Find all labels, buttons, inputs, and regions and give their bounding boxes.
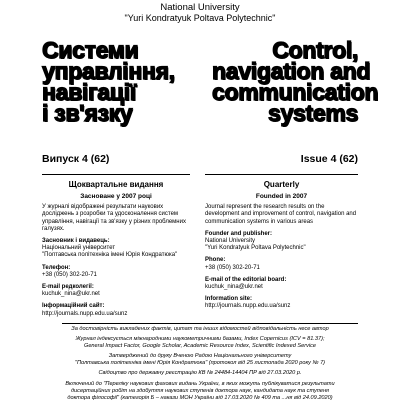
phone-value: +38 (050) 302-20-71 <box>42 271 97 278</box>
founder-line: "Полтавська політехніка імені Юрія Кондратюка" <box>42 252 178 259</box>
university-name: National University <box>160 2 240 13</box>
email-label: E-mail редколегії: <box>42 284 94 291</box>
site-label: Інформаційний сайт: <box>42 303 105 310</box>
title-uk-line: Системи <box>42 37 139 63</box>
periodicity-label: Щоквартальне видання <box>68 180 164 189</box>
founder-line: "Yuri Kondratyuk Poltava Polytechnic" <box>205 245 306 252</box>
issue-number-en: Issue 4 (62) <box>300 153 358 165</box>
title-en-line: systems <box>268 100 358 126</box>
info-column-english <box>205 180 358 311</box>
title-uk-line: управління, <box>42 58 175 84</box>
footer-disclaimer <box>42 326 358 333</box>
founded-label: Founded in 2007 <box>255 193 308 200</box>
list-line: доктора філософії" (категорія Б – накази МОН України від 17.03.2020 № 409 та ...ня від 24.09.2020) <box>67 394 333 401</box>
founded-label: Засноване у 2007 році <box>80 193 152 200</box>
founder-label: Засновник і видавець: <box>42 238 110 245</box>
disclaimer-text: За достовірність викладених фактів, цитат та інших відомостей відповідальність несе автор <box>71 326 329 332</box>
info-column-ukrainian <box>42 180 190 318</box>
journal-description: У журналі відображені результати наукових досліджень з розробки та удосконалення систем управління, навігації та зв'язку у різних проблемних галузях. <box>42 204 186 232</box>
footer-divider <box>62 323 358 324</box>
footer-registration <box>42 370 358 377</box>
title-en-line: navigation and <box>212 58 371 84</box>
phone-label: Phone: <box>205 257 226 264</box>
founder-label: Founder and publisher: <box>205 230 272 237</box>
title-uk-line: і зв'язку <box>42 100 133 126</box>
registration-text: Свідоцтво про державну реєстрацію КВ № 24484-14404 ПР від 27.03.2020 р. <box>98 370 302 376</box>
founder-line: National University <box>205 238 256 245</box>
phone-value: +38 (050) 302-20-71 <box>205 264 260 271</box>
title-uk-line: навігації <box>42 79 136 105</box>
site-label: Information site: <box>205 296 253 303</box>
footer-list-inclusion <box>42 381 358 401</box>
periodicity-label: Quarterly <box>263 180 300 189</box>
founder-line: Національний університет <box>42 245 116 252</box>
university-full-name: "Yuri Kondratyuk Poltava Polytechnic" <box>124 13 276 23</box>
column-divider <box>205 174 358 175</box>
approval-line: Затверджений до друку Вченою Радою Національного університету <box>108 353 292 359</box>
title-ukrainian <box>42 37 217 126</box>
issue-number-uk: Випуск 4 (62) <box>42 153 110 165</box>
column-divider <box>42 174 190 175</box>
title-english <box>212 37 379 126</box>
footer-approval <box>42 353 358 367</box>
site-link[interactable]: http://journals.nupp.edu.ua/sunz <box>205 303 291 310</box>
approval-line: "Полтавська політехніка імені Юрія Кондратюка" (протокол від 25 листопада 2020 року № 7) <box>74 359 326 366</box>
email-label: E-mail of the editorial board: <box>205 276 287 283</box>
list-line: дисертаційних робіт на здобуття наукових ступенів доктора наук, кандидата наук та ступеня <box>70 387 330 394</box>
title-en-line: Control, <box>272 37 358 63</box>
title-en-line: communication <box>212 79 379 105</box>
journal-description: Journal represent the research results on the development and improvement of control, navigation and communication systems in various areas <box>205 204 357 225</box>
footer-indexing <box>42 336 358 350</box>
indexing-line: General Impact Factor, Google Scholar, Academic Resource Index, Scientific Indexed Service <box>83 342 317 349</box>
email-link[interactable]: kuchuk_nina@ukr.net <box>205 284 263 291</box>
site-link[interactable]: http://journals.nupp.edu.ua/sunz <box>42 310 128 317</box>
email-link[interactable]: kuchuk_nina@ukr.net <box>42 291 100 298</box>
indexing-line: Журнал індексується міжнародними наукометричними базами, Index Copernicus (ICV = 81.37); <box>75 336 325 342</box>
list-line: Включений до "Переліку наукових фахових видань України, в яких можуть публікуватися результати <box>65 381 335 387</box>
phone-label: Телефон: <box>42 264 71 271</box>
